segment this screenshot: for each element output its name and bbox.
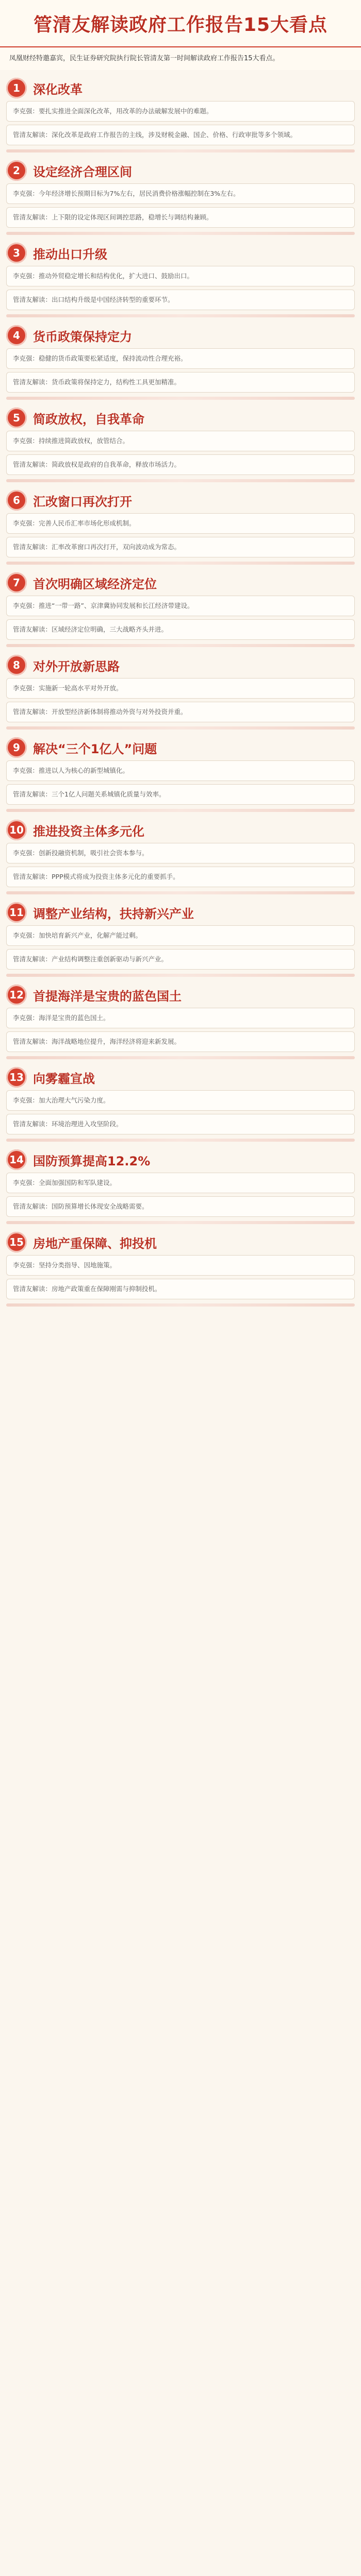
section-number-badge: 1	[6, 78, 27, 98]
section-divider	[6, 726, 355, 730]
analyst-comment: 管清友解读：区域经济定位明确，三大战略齐头并进。	[6, 619, 355, 640]
section-divider	[6, 479, 355, 482]
analyst-comment: 管清友解读：产业结构调整注重创新驱动与新兴产业。	[6, 949, 355, 970]
premier-quote: 李克强：加大治理大气污染力度。	[6, 1090, 355, 1111]
section-header	[6, 900, 355, 925]
section-divider	[6, 1221, 355, 1224]
section-title: 国防预算提高12.2%	[33, 1154, 151, 1168]
analyst-comment: 管清友解读：简政放权是政府的自我革命，释放市场活力。	[6, 454, 355, 475]
section-title: 货币政策保持定力	[33, 329, 132, 344]
section	[6, 323, 355, 393]
section-header	[6, 735, 355, 760]
section-header	[6, 982, 355, 1008]
analyst-comment: 管清友解读：房地产政策重在保障刚需与抑制投机。	[6, 1279, 355, 1299]
premier-quote: 李克强：推进“一带一路”、京津冀协同发展和长江经济带建设。	[6, 596, 355, 616]
section-number-badge: 7	[6, 572, 27, 593]
section-header	[6, 75, 355, 101]
analyst-comment: 管清友解读：汇率改革窗口再次打开，双向波动成为常态。	[6, 537, 355, 557]
section	[6, 158, 355, 228]
section-title: 对外开放新思路	[33, 659, 120, 674]
section	[6, 1229, 355, 1299]
section	[6, 405, 355, 475]
section-number-badge: 9	[6, 737, 27, 758]
section-number-badge: 5	[6, 408, 27, 428]
section-header	[6, 240, 355, 266]
section-title: 设定经济合理区间	[33, 164, 132, 179]
section	[6, 570, 355, 640]
section-title: 汇改窗口再次打开	[33, 494, 132, 509]
page-header	[0, 0, 361, 47]
section-divider	[6, 1303, 355, 1307]
intro-text: 凤凰财经特邀嘉宾，民生证券研究院执行院长管清友第一时间解读政府工作报告15大看点。	[0, 47, 361, 70]
section	[6, 817, 355, 887]
section-number-badge: 12	[6, 985, 27, 1005]
analyst-comment: 管清友解读：PPP模式将成为投资主体多元化的重要抓手。	[6, 867, 355, 887]
section-divider	[6, 891, 355, 894]
section-header	[6, 158, 355, 183]
analyst-comment: 管清友解读：上下限的设定体现区间调控思路，稳增长与调结构兼顾。	[6, 207, 355, 228]
section-number-badge: 3	[6, 243, 27, 263]
premier-quote: 李克强：要扎实推进全面深化改革，用改革的办法破解发展中的难题。	[6, 101, 355, 122]
section-header	[6, 570, 355, 596]
analyst-comment: 管清友解读：货币政策将保持定力，结构性工具更加精准。	[6, 372, 355, 393]
premier-quote: 李克强：持续推进简政放权，放管结合。	[6, 431, 355, 451]
section	[6, 1064, 355, 1134]
section-number-badge: 4	[6, 325, 27, 346]
section	[6, 240, 355, 310]
analyst-comment: 管清友解读：环境治理进入攻坚阶段。	[6, 1114, 355, 1134]
section-number-badge: 8	[6, 655, 27, 675]
section	[6, 75, 355, 145]
section-title: 调整产业结构，扶持新兴产业	[33, 906, 194, 921]
section-header	[6, 1229, 355, 1255]
section-title: 首次明确区域经济定位	[33, 577, 157, 591]
section-header	[6, 1147, 355, 1173]
analyst-comment: 管清友解读：深化改革是政府工作报告的主线，涉及财税金融、国企、价格、行政审批等多个领域。	[6, 125, 355, 145]
analyst-comment: 管清友解读：三个1亿人问题关系城镇化质量与效率。	[6, 784, 355, 805]
premier-quote: 李克强：加快培育新兴产业，化解产能过剩。	[6, 925, 355, 946]
section-title: 首提海洋是宝贵的蓝色国土	[33, 989, 182, 1004]
section-divider	[6, 314, 355, 317]
section-title: 深化改革	[33, 82, 83, 97]
section-divider	[6, 397, 355, 400]
premier-quote: 李克强：稳健的货币政策要松紧适度，保持流动性合理充裕。	[6, 348, 355, 369]
section	[6, 487, 355, 557]
section-number-badge: 13	[6, 1067, 27, 1088]
sections-container	[0, 75, 361, 1307]
analyst-comment: 管清友解读：开放型经济新体制将推动外资与对外投资并重。	[6, 702, 355, 722]
premier-quote: 李克强：海洋是宝贵的蓝色国土。	[6, 1008, 355, 1028]
section	[6, 982, 355, 1052]
section-title: 推动出口升级	[33, 247, 107, 262]
section-header	[6, 1064, 355, 1090]
section	[6, 1147, 355, 1217]
section-header	[6, 323, 355, 348]
section-number-badge: 14	[6, 1149, 27, 1170]
section-title: 简政放权，自我革命	[33, 412, 144, 427]
section-divider	[6, 1056, 355, 1059]
section	[6, 735, 355, 805]
premier-quote: 李克强：今年经济增长预期目标为7%左右，居民消费价格涨幅控制在3%左右。	[6, 183, 355, 204]
section	[6, 900, 355, 970]
section-number-badge: 10	[6, 820, 27, 840]
analyst-comment: 管清友解读：国防预算增长体现安全战略需要。	[6, 1196, 355, 1217]
section-divider	[6, 1139, 355, 1142]
section-divider	[6, 232, 355, 235]
section-divider	[6, 809, 355, 812]
analyst-comment: 管清友解读：出口结构升级是中国经济转型的重要环节。	[6, 290, 355, 310]
page-title: 管清友解读政府工作报告15大看点	[33, 14, 328, 36]
section	[6, 652, 355, 722]
premier-quote: 李克强：全面加强国防和军队建设。	[6, 1173, 355, 1193]
premier-quote: 李克强：推动外贸稳定增长和结构优化，扩大进口、鼓励出口。	[6, 266, 355, 286]
section-header	[6, 817, 355, 843]
section-header	[6, 487, 355, 513]
premier-quote: 李克强：完善人民币汇率市场化形成机制。	[6, 513, 355, 534]
section-header	[6, 652, 355, 678]
section-divider	[6, 149, 355, 152]
premier-quote: 李克强：推进以人为核心的新型城镇化。	[6, 760, 355, 781]
section-title: 解决“三个1亿人”问题	[33, 741, 157, 756]
section-number-badge: 6	[6, 490, 27, 511]
section-number-badge: 15	[6, 1232, 27, 1252]
section-title: 推进投资主体多元化	[33, 824, 144, 839]
analyst-comment: 管清友解读：海洋战略地位提升，海洋经济将迎来新发展。	[6, 1031, 355, 1052]
premier-quote: 李克强：创新投融资机制，吸引社会资本参与。	[6, 843, 355, 863]
section-title: 房地产重保障、抑投机	[33, 1236, 157, 1251]
section-divider	[6, 974, 355, 977]
section-number-badge: 2	[6, 160, 27, 181]
premier-quote: 李克强：实施新一轮高水平对外开放。	[6, 678, 355, 699]
section-divider	[6, 644, 355, 647]
section-number-badge: 11	[6, 902, 27, 923]
premier-quote: 李克强：坚持分类指导、因地施策。	[6, 1255, 355, 1276]
section-header	[6, 405, 355, 431]
section-divider	[6, 562, 355, 565]
section-title: 向雾霾宣战	[33, 1071, 95, 1086]
